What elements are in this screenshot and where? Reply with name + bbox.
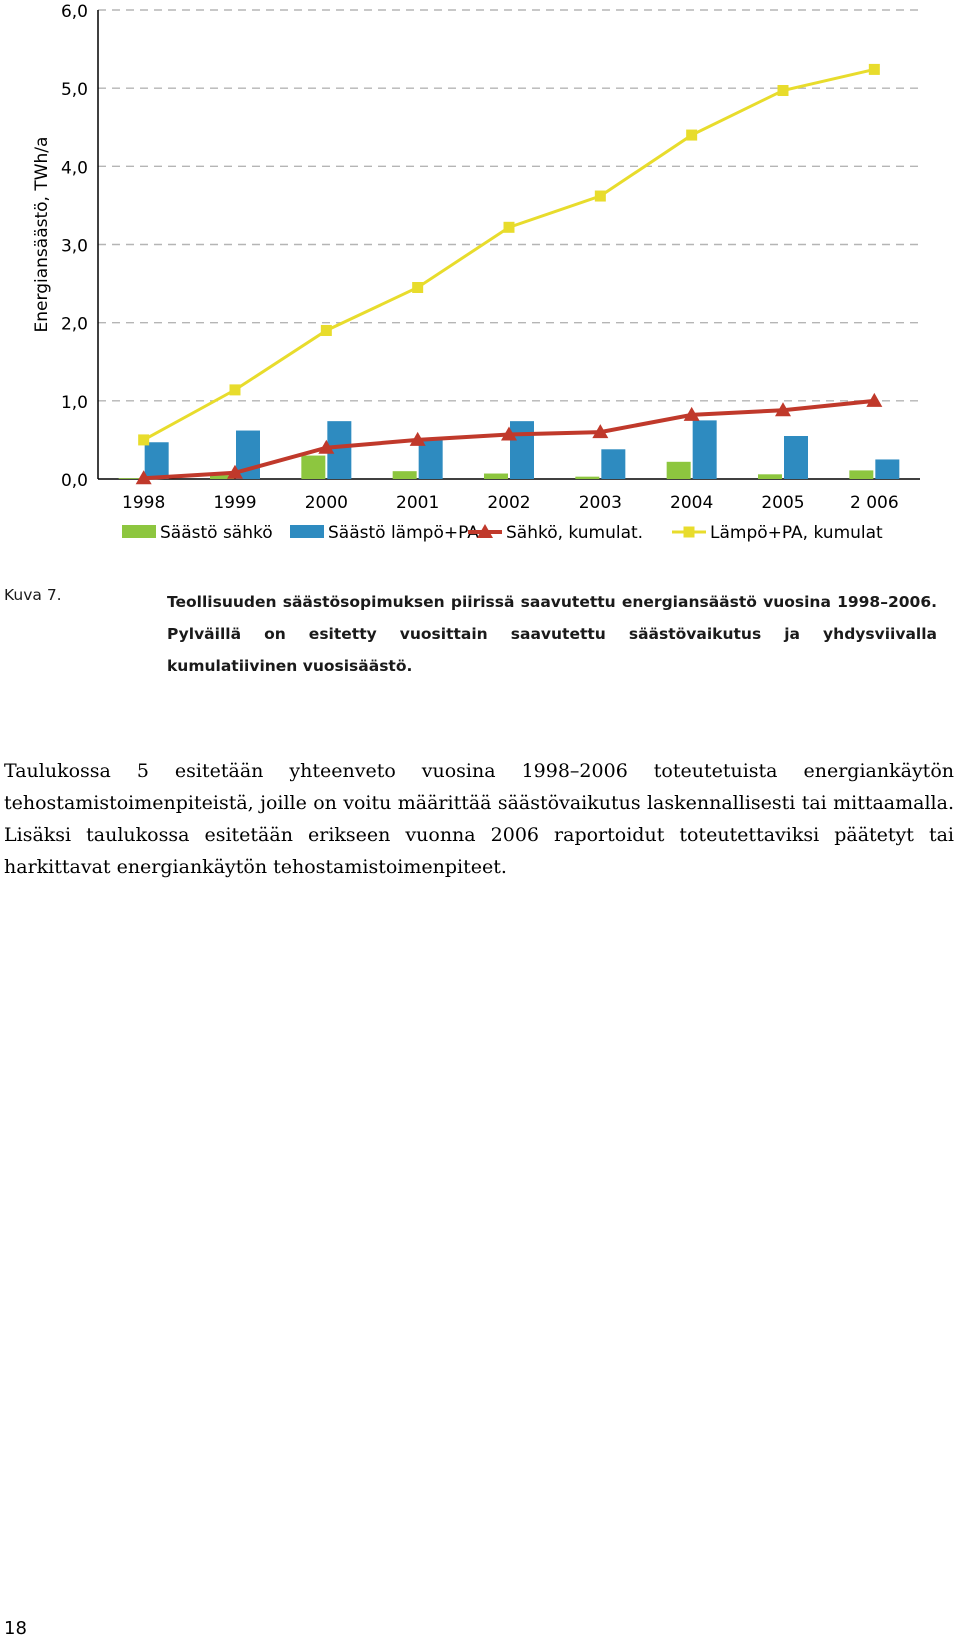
legend-label: Säästö sähkö <box>160 523 273 543</box>
energy-savings-chart <box>0 0 960 560</box>
point-marker <box>138 434 149 445</box>
bar <box>875 459 899 479</box>
page-number: 18 <box>4 1618 27 1639</box>
x-tick-label: 2003 <box>578 493 622 513</box>
legend-item <box>290 523 479 543</box>
point-marker <box>686 130 697 141</box>
legend-swatch <box>122 525 156 538</box>
point-marker <box>230 384 241 395</box>
bar <box>667 462 691 479</box>
bar <box>301 456 325 479</box>
legend-label: Sähkö, kumulat. <box>506 523 644 543</box>
y-tick-label: 6,0 <box>60 2 88 22</box>
bar <box>693 420 717 479</box>
caption-label: Kuva 7. <box>4 586 62 604</box>
y-tick-label: 3,0 <box>60 236 88 257</box>
y-tick-label: 4,0 <box>60 158 88 179</box>
bar <box>849 470 873 479</box>
bar <box>758 474 782 479</box>
bar <box>575 477 599 479</box>
point-marker <box>595 191 606 202</box>
bar <box>393 471 417 479</box>
y-axis-title: Energiansäästö, TWh/a <box>32 136 52 333</box>
bar-series <box>145 420 900 479</box>
legend-label: Lämpö+PA, kumulat <box>710 523 883 543</box>
y-tick-label: 1,0 <box>60 392 88 413</box>
bar <box>484 474 508 479</box>
point-marker <box>869 64 880 75</box>
bar <box>510 421 534 479</box>
x-tick-label: 1998 <box>122 493 166 513</box>
point-marker <box>504 222 515 233</box>
point-marker <box>412 282 423 293</box>
legend-item <box>672 523 883 543</box>
legend-swatch <box>290 525 324 538</box>
x-tick-label: 2004 <box>670 493 714 513</box>
x-tick-labels <box>122 493 899 513</box>
bar <box>601 449 625 479</box>
point-marker <box>778 85 789 96</box>
line-series <box>138 64 880 446</box>
legend-item <box>468 523 643 543</box>
y-tick-labels <box>61 2 88 491</box>
x-tick-label: 2005 <box>761 493 805 513</box>
series-line <box>144 69 875 440</box>
legend-marker <box>684 527 695 538</box>
y-tick-label: 0,0 <box>60 471 88 491</box>
x-tick-label: 2002 <box>487 493 531 513</box>
caption-text: Teollisuuden säästösopimuksen piirissä saavutettu energiansäästö vuosina 1998–2006. Pylväillä on esitetty vuosittain saavutettu säästövaikutus ja yhdysviivalla kumulatiivinen vuosisäästö. <box>167 593 937 675</box>
legend-item <box>122 523 273 543</box>
y-tick-label: 2,0 <box>60 314 88 335</box>
point-marker <box>321 325 332 336</box>
bar <box>145 442 169 479</box>
bar <box>784 436 808 479</box>
legend <box>122 523 883 543</box>
x-tick-label: 2001 <box>396 493 440 513</box>
y-tick-label: 5,0 <box>60 80 88 101</box>
x-tick-label: 1999 <box>213 493 257 513</box>
x-tick-label: 2000 <box>304 493 348 513</box>
body-paragraph: Taulukossa 5 esitetään yhteenveto vuosina 1998–2006 toteutetuista energiankäytön tehostamistoimenpiteistä, joille on voitu määrittää säästövaikutus laskennallisesti tai mittaamalla. Lisäksi taulukossa esitetään erikseen vuonna 2006 raportoidut toteutettaviksi päätetyt tai harkittavat energiankäytön tehostamistoimenpiteet. <box>4 760 954 878</box>
x-tick-label: 2 006 <box>849 493 899 513</box>
legend-label: Säästö lämpö+PA <box>328 523 479 543</box>
y-gridlines <box>98 10 920 401</box>
